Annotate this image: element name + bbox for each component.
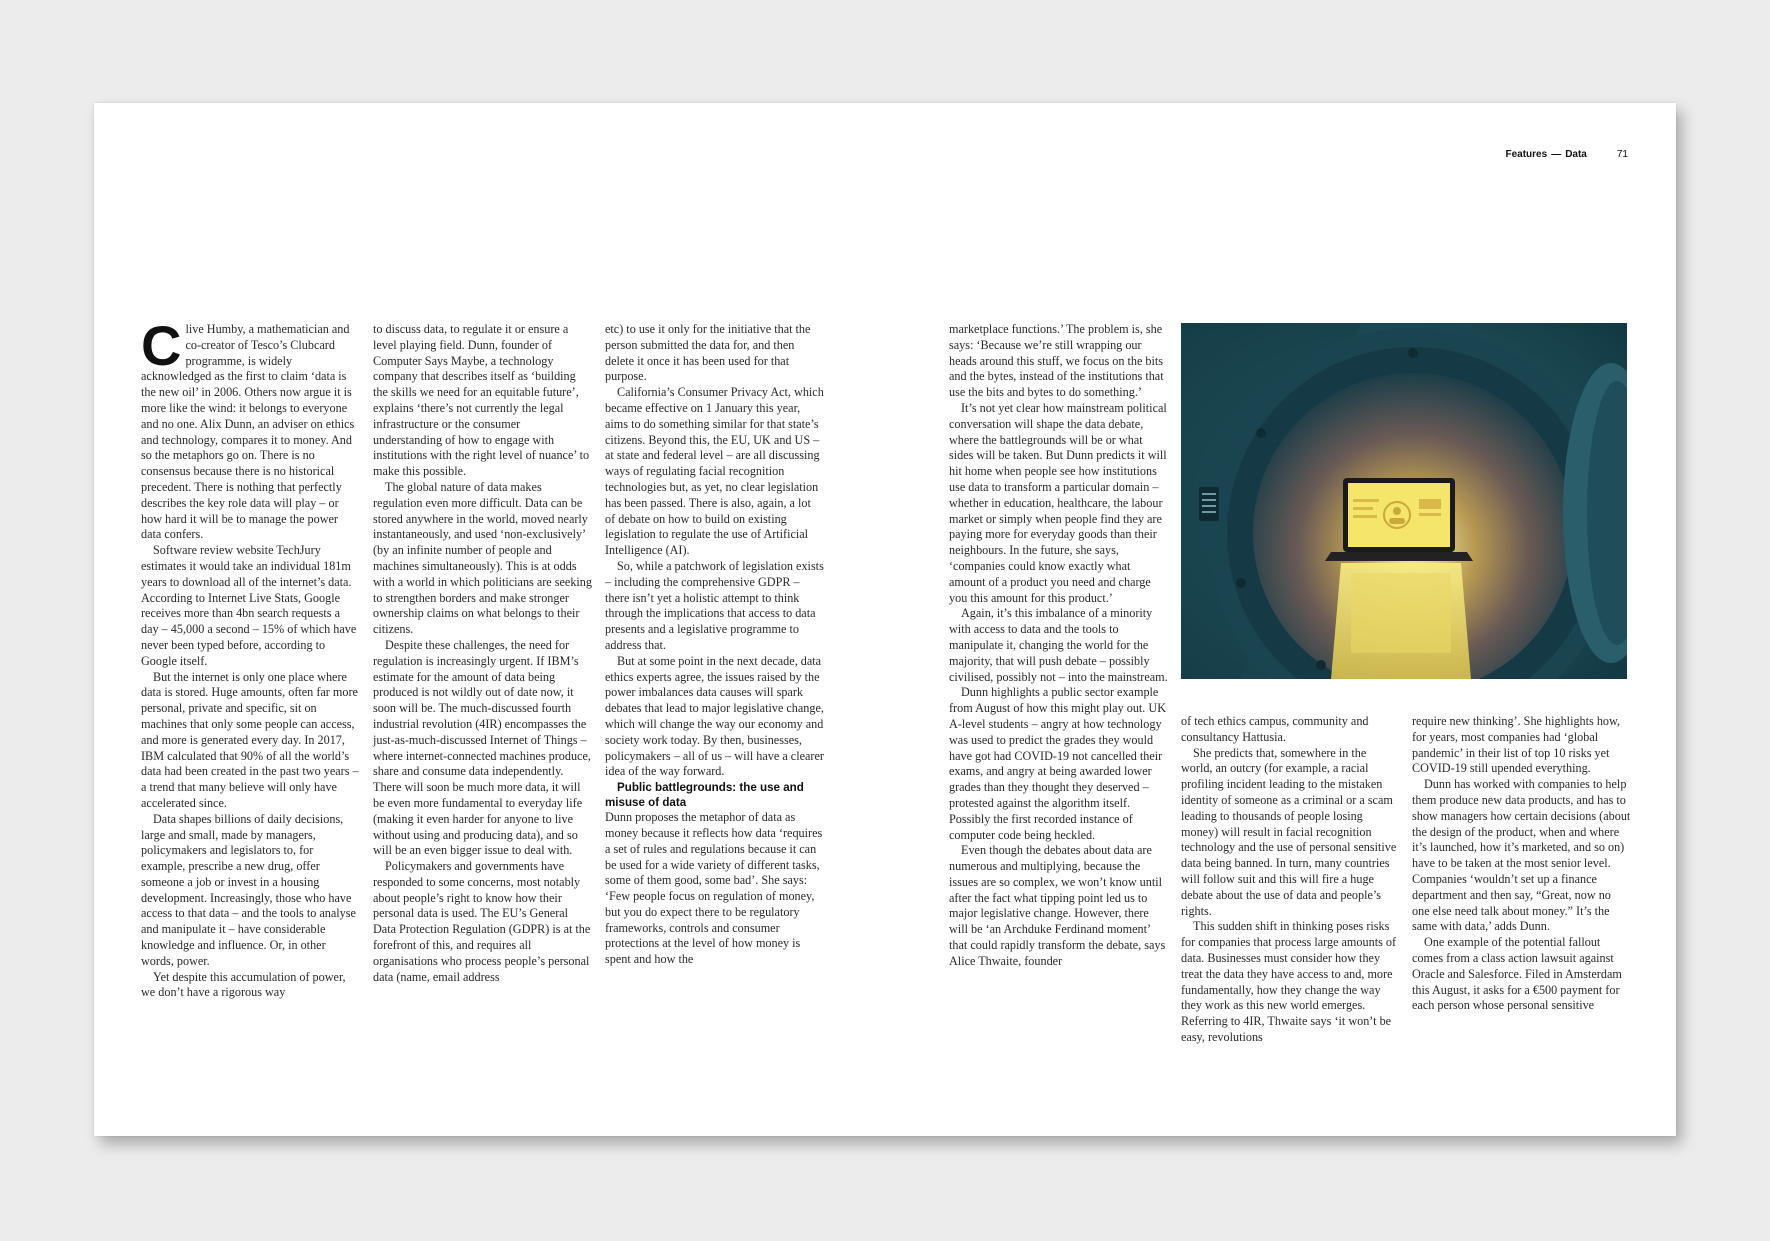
paragraph: It’s not yet clear how mainstream political conversation will shape the data debate, where the battlegrounds will be or what sides will be taken. But Dunn predicts it will hit home when people see how institutions use data to transform a particular domain – whether in education, healthcare, the labour market or simply when people find they are paying more for everyday goods than their neighbours. In the future, she says, ‘companies could know exactly what amount of a product you need and charge you this amount for this product.’ bbox=[949, 400, 1167, 605]
paragraph: But at some point in the next decade, data ethics experts agree, the issues raised by the power imbalances data causes will spark debates that lead to major legislative change, which will change the way our economy and society work today. By then, businesses, policymakers – all of us – will have a clearer idea of the way forward. bbox=[605, 653, 824, 779]
header-separator: — bbox=[1551, 149, 1562, 160]
paragraph: to discuss data, to regulate it or ensure a level playing field. Dunn, founder of Computer Says Maybe, a technology company that describes itself as ‘building the skills we need for an equitable future’, explains ‘there’s not currently the legal infrastructure or the consumer understanding of how to engage with institutions with the right level of nuance’ to make this possible. bbox=[373, 322, 590, 479]
paragraph: Dunn proposes the metaphor of data as money because it reflects how data ‘requires a set of rules and regulations because it can be used for a wide variety of different tasks, some of them good, some bad’. She says: ‘Few people focus on regulation of money, but you do expect there to be regulatory frameworks, controls and consumer protections at the level of how money is spent and how the bbox=[605, 810, 823, 967]
paragraph: One example of the potential fallout comes from a class action lawsuit against Oracle and Salesforce. Filed in Amsterdam this August, it asks for a €500 payment for each person whose personal sensitive bbox=[1412, 935, 1622, 1013]
paragraph: She predicts that, somewhere in the world, an outcry (for example, a racial profiling incident leading to the mistaken identity of someone as a criminal or a scam leading to thousands of people losing money) will result in facial recognition technology and the use of personal sensitive data being banned. In turn, many countries will follow suit and this will fire a huge debate about the use of data and people’s rights. bbox=[1181, 745, 1397, 918]
paragraph: Policymakers and governments have responded to some concerns, most notably about people’s right to know how their personal data is used. The EU’s General Data Protection Regulation (GDPR) is at the forefront of this, and requires all organisations who process people’s personal data (name, email address bbox=[373, 859, 591, 984]
article-column-3 bbox=[605, 322, 824, 968]
drop-cap: C bbox=[141, 314, 182, 377]
magazine-spread bbox=[94, 103, 1676, 1136]
topic-label: Data bbox=[1565, 149, 1587, 160]
paragraph: Despite these challenges, the need for regulation is increasingly urgent. If IBM’s estimate for the amount of data being produced is not wildly out of date now, it soon will be. The much-discussed fourth industrial revolution (4IR) encompasses the just-as-much-discussed Internet of Things – where internet-connected machines produce, share and consume data independently. There will soon be much more data, it will be even more fundamental to everyday life (making it even harder for anyone to live without using and producing data), and so will be an even bigger issue to deal with. bbox=[373, 637, 591, 858]
paragraph: Dunn highlights a public sector example from August of how this might play out. UK A-level students – angry at how technology was used to predict the grades they would have got had COVID-19 not cancelled their exams, and angry at being awarded lower grades than they thought they deserved – protested against the algorithm itself. Possibly the first recorded instance of computer code being heckled. bbox=[949, 685, 1166, 842]
article-column-6 bbox=[1412, 714, 1631, 1014]
running-head bbox=[1506, 149, 1629, 160]
paragraph: Yet despite this accumulation of power, we don’t have a rigorous way bbox=[141, 969, 346, 1000]
paragraph: This sudden shift in thinking poses risks for companies that process large amounts of data. Businesses must consider how they treat the data they have access to and, more fundamentally, how they change the way they work as this new world emerges. Referring to 4IR, Thwaite says ‘it won’t be easy, revolutions bbox=[1181, 919, 1397, 1044]
article-column-1 bbox=[141, 314, 360, 1001]
paragraph: California’s Consumer Privacy Act, which became effective on 1 January this year, aims to do something similar for that state’s citizens. Beyond this, the EU, UK and US – at state and federal level – are all discussing ways of regulating facial recognition technologies but, as yet, no clear legislation has been passed. There is also, again, a lot of debate on how to build on existing legislation to regulate the use of Artificial Intelligence (AI). bbox=[605, 385, 824, 558]
paragraph: marketplace functions.’ The problem is, she says: ‘Because we’re still wrapping our heads around this stuff, we focus on the bits and the bytes, instead of the institutions that use the bits and bytes to do something.’ bbox=[949, 322, 1164, 400]
paragraph: The global nature of data makes regulation even more difficult. Data can be stored anywhere in the world, moved nearly instantaneously, and used ‘non-exclusively’ (by an infinite number of people and machines simultaneously). This is at odds with a world in which politicians are seeking to strengthen borders and make stronger ownership claims on what belongs to their citizens. bbox=[373, 479, 592, 637]
page-number: 71 bbox=[1616, 149, 1628, 160]
subheading: Public battlegrounds: the use and misuse of data bbox=[605, 781, 804, 810]
paragraph: of tech ethics campus, community and consultancy Hattusia. bbox=[1181, 714, 1369, 744]
article-column-4 bbox=[949, 322, 1168, 970]
section-label: Features bbox=[1505, 149, 1548, 160]
paragraph: Data shapes billions of daily decisions, large and small, made by managers, policymakers and legislators to, for example, prescribe a new drug, offer someone a job or invest in a housing development. Increasingly, those who have access to that data – and the tools to analyse and manipulate it – have considerable knowledge and influence. Or, in other words, power. bbox=[141, 811, 356, 968]
paragraph-text: live Humby, a mathematician and co-creator of Tesco’s Clubcard programme, is widely acknowledged as the first to claim ‘data is the new oil’ in 2006. Others now argue it is more like the wind: it belongs to everyone and no one. Alix Dunn, an adviser on ethics and technology, compares it to money. And so the metaphors go on. There is no consensus because there is no historical precedent. There is nothing that perfectly describes the key role data will play – or how hard it will be to manage the power data confers. bbox=[141, 322, 355, 542]
paragraph: So, while a patchwork of legislation exists – including the comprehensive GDPR – there isn’t yet a holistic attempt to think through the implications that access to data presents and a legislative programme to address that. bbox=[605, 558, 824, 652]
article-column-5 bbox=[1181, 714, 1400, 1046]
paragraph: etc) to use it only for the initiative that the person submitted the data for, and then delete it once it has been used for that purpose. bbox=[605, 322, 811, 384]
paragraph: Even though the debates about data are numerous and multiplying, because the issues are so complex, we won’t know until after the fact what tipping point led us to major legislative change. However, there will be ‘an Archduke Ferdinand moment’ that could rapidly transform the debate, says Alice Thwaite, founder bbox=[949, 843, 1166, 968]
paragraph: Software review website TechJury estimates it would take an individual 181m years to download all of the internet’s data. According to Internet Live Stats, Google receives more than 4bn search requests a day – 45,000 a second – 15% of which have never been typed before, according to Google itself. bbox=[141, 543, 357, 668]
article-column-2 bbox=[373, 322, 592, 985]
paragraph: require new thinking’. She highlights how, for years, most companies had ‘global pandemic’ in their list of top 10 risks yet COVID-19 still upended everything. bbox=[1412, 714, 1621, 776]
illustration-art bbox=[1181, 323, 1627, 679]
vault-laptop-illustration bbox=[1181, 323, 1627, 679]
paragraph: But the internet is only one place where data is stored. Huge amounts, often far more personal, private and specific, sit on machines that only some people can access, and more is generated every day. In 2017, IBM calculated that 90% of all the world’s data had been created in the past two years – a trend that many believe will only have accelerated since. bbox=[141, 669, 359, 810]
paragraph bbox=[141, 314, 360, 543]
paragraph: Dunn has worked with companies to help them produce new data products, and has to show managers how certain decisions (about the design of the product, when and where it’s launched, how it’s marketed, and so on) have to be taken at the most senior level. Companies ‘wouldn’t set up a finance department and then say, “Great, now no one else need talk about money.” It’s the same with data,’ adds Dunn. bbox=[1412, 777, 1631, 934]
paragraph: Again, it’s this imbalance of a minority with access to data and the tools to manipulate it, changing the world for the majority, that will push debate – possibly civilised, possibly not – into the mainstream. bbox=[949, 606, 1168, 684]
